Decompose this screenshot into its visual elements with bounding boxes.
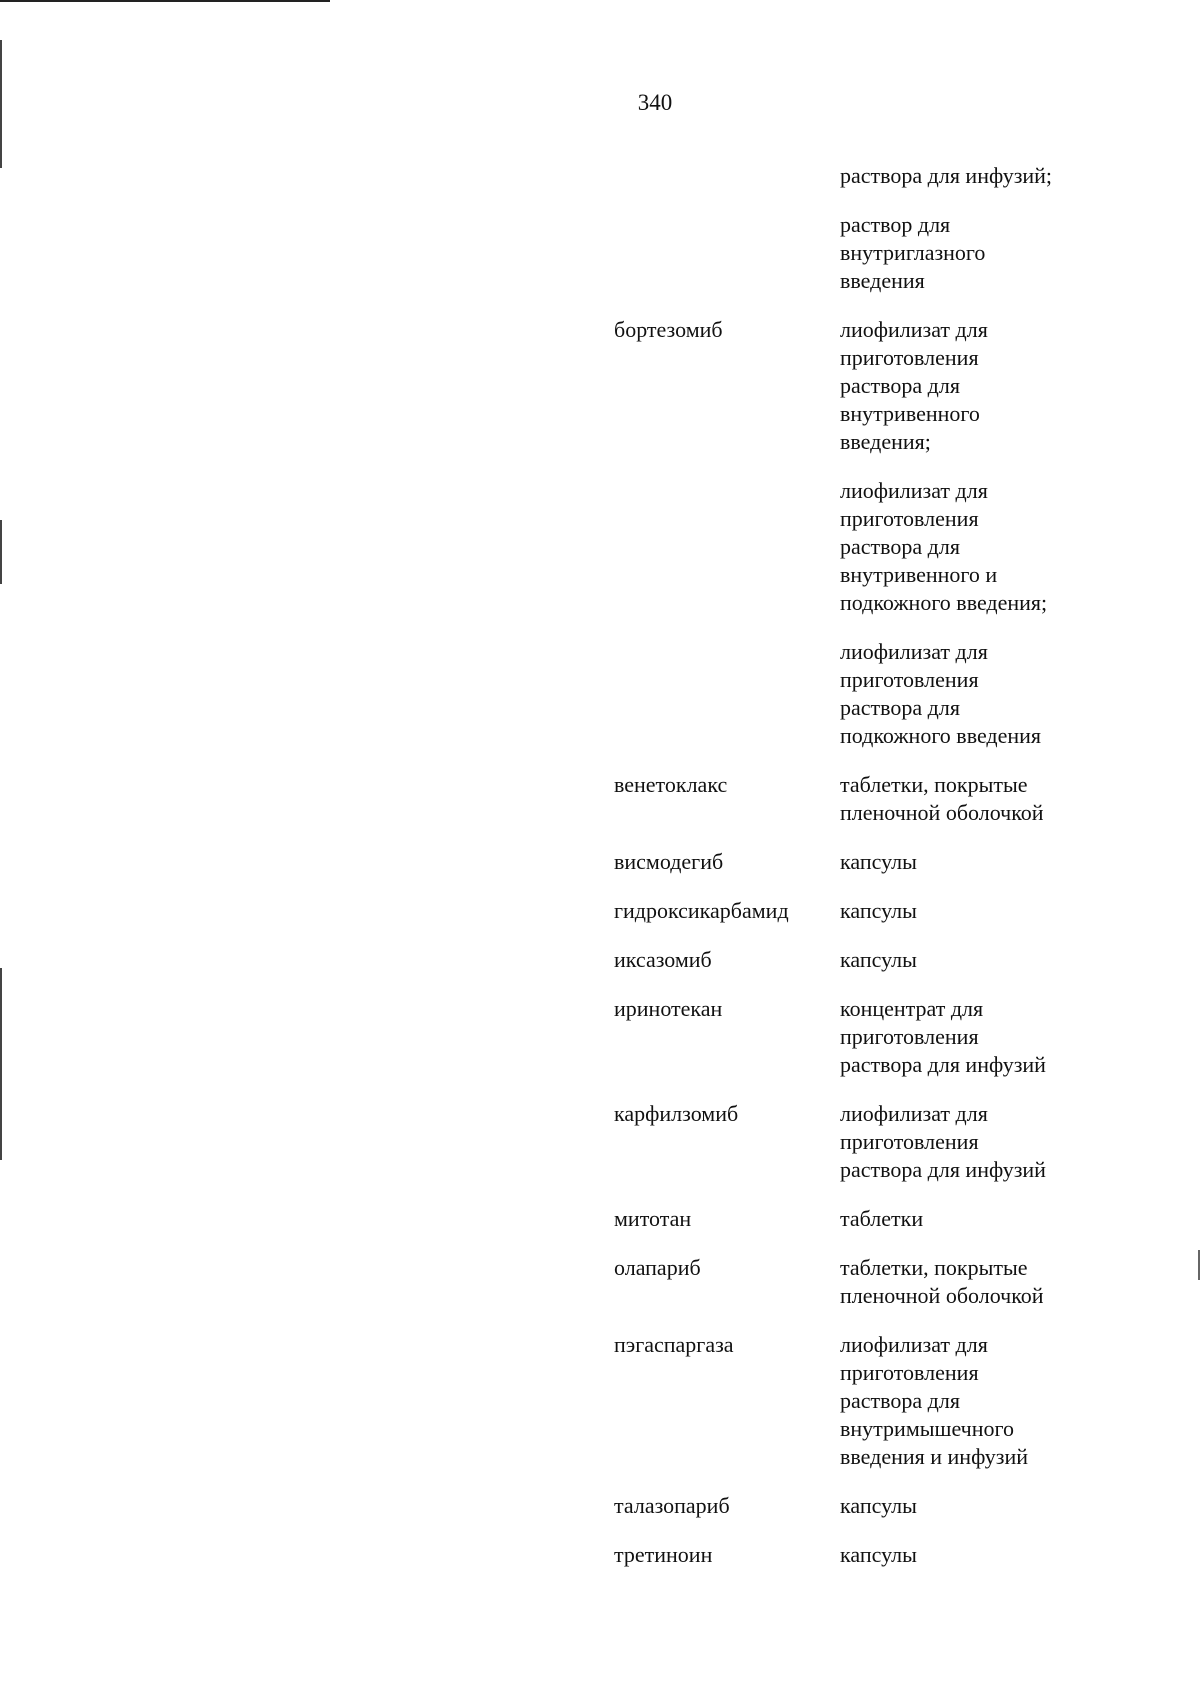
dosage-forms xyxy=(840,1541,1084,1569)
dosage-forms xyxy=(840,316,1084,750)
dosage-form: капсулы xyxy=(840,1493,917,1518)
dosage-form: раствор для внутриглазного введения xyxy=(840,212,986,293)
drug-row xyxy=(614,771,1084,827)
drug-row xyxy=(614,1100,1084,1184)
drug-row xyxy=(614,897,1084,925)
dosage-form: лиофилизат для приготовления раствора для инфузий xyxy=(840,1101,1046,1182)
drug-list xyxy=(614,162,1084,1590)
dosage-forms xyxy=(840,848,1084,876)
dosage-forms xyxy=(840,162,1084,295)
drug-row xyxy=(614,946,1084,974)
drug-name: бортезомиб xyxy=(614,317,723,342)
dosage-forms xyxy=(840,946,1084,974)
drug-name xyxy=(614,162,840,295)
dosage-form: капсулы xyxy=(840,1542,917,1567)
dosage-form: капсулы xyxy=(840,849,917,874)
dosage-forms xyxy=(840,1254,1084,1310)
drug-name: иринотекан xyxy=(614,996,723,1021)
drug-row xyxy=(614,1492,1084,1520)
dosage-form: таблетки, покрытые пленочной оболочкой xyxy=(840,1255,1044,1308)
dosage-form: лиофилизат для приготовления раствора для внутримышечного введения и инфузий xyxy=(840,1332,1029,1469)
dosage-form: лиофилизат для приготовления раствора для внутривенного и подкожного введения; xyxy=(840,478,1048,615)
drug-row xyxy=(614,1254,1084,1310)
drug-row xyxy=(614,162,1084,295)
dosage-forms xyxy=(840,1100,1084,1184)
drug-row xyxy=(614,1205,1084,1233)
drug-name: третиноин xyxy=(614,1542,713,1567)
drug-name: пэгаспаргаза xyxy=(614,1332,734,1357)
dosage-form: таблетки, покрытые пленочной оболочкой xyxy=(840,772,1044,825)
dosage-forms xyxy=(840,1331,1084,1471)
dosage-form: лиофилизат для приготовления раствора для внутривенного введения; xyxy=(840,317,988,454)
drug-name: висмодегиб xyxy=(614,849,724,874)
top-scan-rule xyxy=(0,0,330,2)
drug-name: талазопариб xyxy=(614,1493,730,1518)
dosage-forms xyxy=(840,1205,1084,1233)
drug-row xyxy=(614,1331,1084,1471)
dosage-forms xyxy=(840,897,1084,925)
drug-name: карфилзомиб xyxy=(614,1101,739,1126)
dosage-form: концентрат для приготовления раствора для инфузий xyxy=(840,996,1046,1077)
drug-name: венетоклакс xyxy=(614,772,728,797)
dosage-form: раствора для инфузий; xyxy=(840,163,1053,188)
drug-name: иксазомиб xyxy=(614,947,712,972)
dosage-forms xyxy=(840,1492,1084,1520)
drug-name: гидроксикарбамид xyxy=(614,898,789,923)
drug-row xyxy=(614,1541,1084,1569)
page-number: 340 xyxy=(637,90,673,115)
drug-row xyxy=(614,316,1084,750)
drug-name: олапариб xyxy=(614,1255,701,1280)
dosage-form: капсулы xyxy=(840,898,917,923)
drug-row xyxy=(614,995,1084,1079)
dosage-form: лиофилизат для приготовления раствора для подкожного введения xyxy=(840,639,1042,748)
dosage-forms xyxy=(840,995,1084,1079)
drug-name: митотан xyxy=(614,1206,692,1231)
dosage-forms xyxy=(840,771,1084,827)
left-scan-edge xyxy=(0,40,2,1640)
dosage-form: таблетки xyxy=(840,1206,924,1231)
dosage-form: капсулы xyxy=(840,947,917,972)
drug-row xyxy=(614,848,1084,876)
